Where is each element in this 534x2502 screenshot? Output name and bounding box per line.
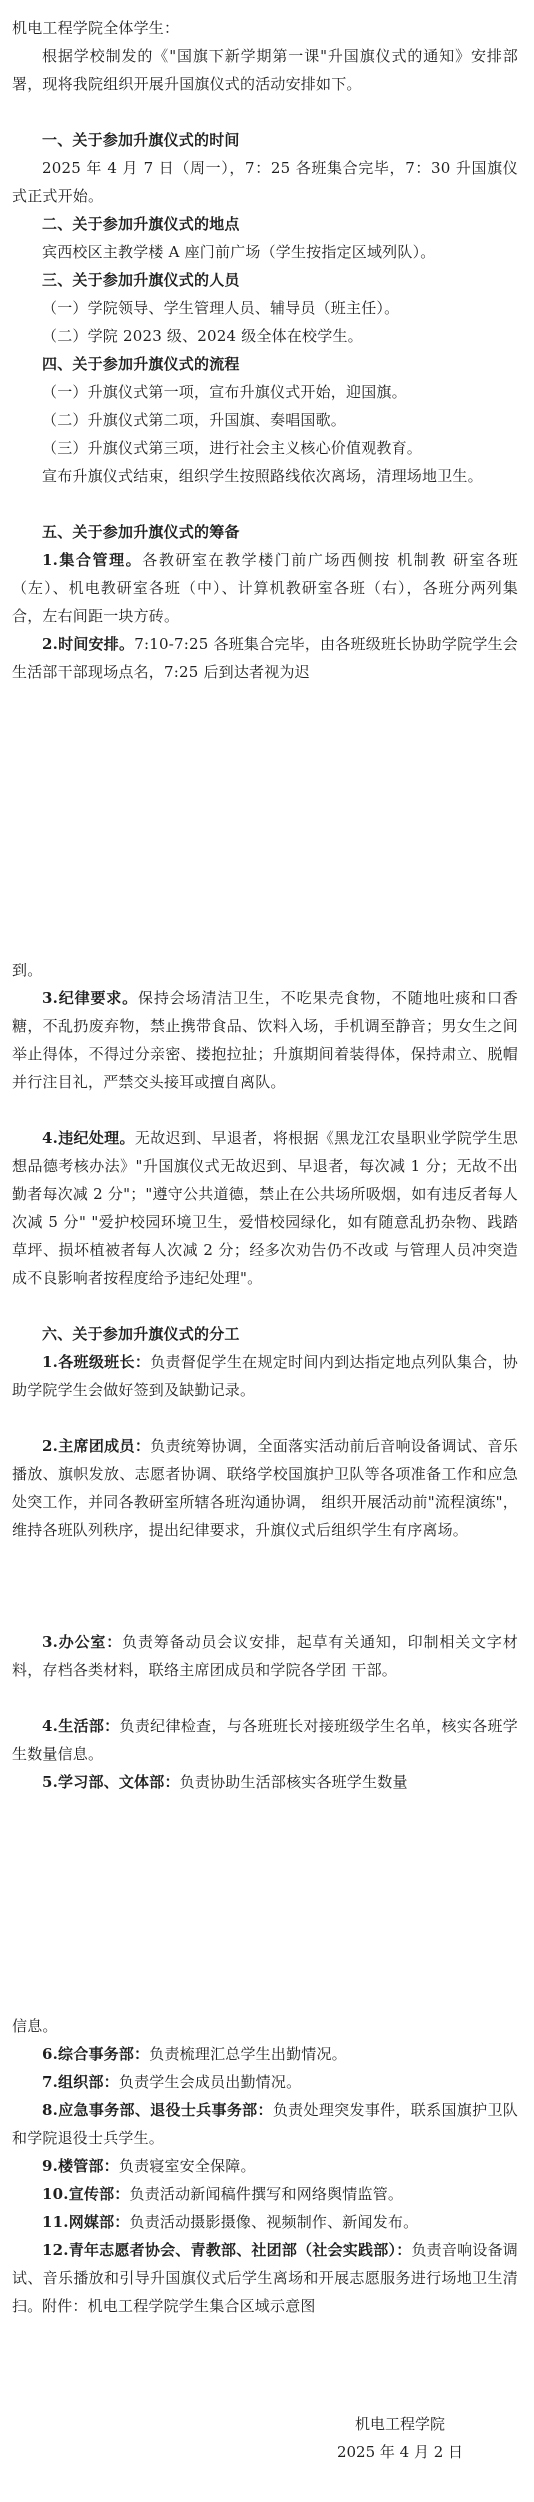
section-6-paragraph-9: [12, 2152, 518, 2180]
paragraph-text: 负责处理突发事件，联系国旗护卫队和学院退役士兵学生。: [12, 2101, 518, 2147]
paragraph-label: 2.主席团成员：: [42, 1437, 151, 1455]
section-6-paragraph-2: [12, 1432, 518, 1544]
section-6-title: 六、关于参加升旗仪式的分工: [42, 1325, 240, 1343]
section-6-paragraph-11: [12, 2208, 518, 2236]
section-2-text: 宾西校区主教学楼 A 座门前广场（学生按指定区域列队）。: [42, 243, 436, 261]
paragraph-text: 负责纪律检查，与各班班长对接班级学生名单，核实各班学生数量信息。: [12, 1717, 518, 1763]
section-3-title: 三、关于参加升旗仪式的人员: [42, 271, 240, 289]
section-6-paragraph-5: [12, 1768, 518, 1796]
section-5-paragraph-4: [12, 1124, 518, 1292]
intro-paragraph: 根据学校制发的《"国旗下新学期第一课"升国旗仪式的通知》安排部署，现将我院组织开展升国旗仪式的活动安排如下。: [12, 47, 518, 93]
section-5-paragraph-2-continued: 到。: [12, 961, 43, 979]
section-6-paragraph-1: [12, 1348, 518, 1404]
section-6-paragraph-6: [12, 2040, 518, 2068]
paragraph-text: 7:10-7:25 各班集合完毕，由各班级班长协助学院学生会生活部干部现场点名，7:25 后到达者视为迟: [12, 635, 518, 681]
paragraph-label: 3.办公室：: [42, 1633, 123, 1651]
section-3-item-1: （一）学院领导、学生管理人员、辅导员（班主任）。: [42, 299, 400, 317]
section-6-paragraph-8: [12, 2096, 518, 2152]
paragraph-text: 负责活动新闻稿件撰写和网络舆情监管。: [129, 2185, 404, 2203]
paragraph-label: 12.青年志愿者协会、青教部、社团部（社会实践部）：: [42, 2241, 412, 2259]
section-4-text: 宣布升旗仪式结束，组织学生按照路线依次离场，清理场地卫生。: [42, 467, 483, 485]
section-6-paragraph-4: [12, 1712, 518, 1768]
paragraph-text: 负责梳理汇总学生出勤情况。: [149, 2045, 347, 2063]
attachment-line: 附件：机电工程学院学生集合区域示意图: [42, 2297, 316, 2315]
section-6-paragraph-5-continued: 信息。: [12, 2017, 58, 2035]
paragraph-label: 9.楼管部：: [42, 2157, 119, 2175]
section-1-title: 一、关于参加升旗仪式的时间: [42, 131, 240, 149]
paragraph-text: 负责统筹协调，全面落实活动前后音响设备调试、音乐播放、旗帜发放、志愿者协调、联络学校国旗护卫队等各项准备工作和应急处突工作，并同各教研室所辖各班沟通协调， 组织开展活动前"流程演练"，维持各班队列秩序，提出纪律要求，升旗仪式后组织学生有序离场。: [12, 1437, 518, 1539]
paragraph-text: 负责协助生活部核实各班学生数量: [179, 1773, 408, 1791]
signer: 机电工程学院: [354, 2415, 445, 2433]
paragraph-label: 6.综合事务部：: [42, 2045, 150, 2063]
paragraph-label: 1.集合管理。: [42, 551, 143, 569]
paragraph-label: 3.纪律要求。: [42, 989, 139, 1007]
paragraph-label: 1.各班级班长：: [42, 1353, 151, 1371]
paragraph-text: 负责学生会成员出勤情况。: [118, 2073, 302, 2091]
section-5-title: 五、关于参加升旗仪式的筹备: [42, 523, 240, 541]
paragraph-text: 无故迟到、早退者，将根据《黑龙江农垦职业学院学生思想品德考核办法》"升国旗仪式无故迟到、早退者，每次减 1 分；无故不出勤者每次减 2 分"；"遵守公共道德，禁止在公共场所吸烟，如有违反者每人次减 5 分" "爱护校园环境卫生，爱惜校园绿化，如有随意乱扔杂物、践踏草坪、损坏植被者每人次减 2 分；经多次劝告仍不改或 与管理人员冲突造成不良影响者按程度给予违纪处理"。: [12, 1129, 518, 1287]
paragraph-label: 4.违纪处理。: [42, 1129, 135, 1147]
paragraph-label: 2.时间安排。: [42, 635, 135, 653]
section-5-paragraph-2: [12, 630, 518, 686]
salutation: 机电工程学院全体学生：: [12, 19, 180, 37]
paragraph-text: 负责音响设备调试、音乐播放和引导升国旗仪式后学生离场和开展志愿服务进行场地卫生清扫。: [12, 2241, 518, 2315]
section-6-paragraph-3: [12, 1628, 518, 1684]
section-1-text: 2025 年 4 月 7 日（周一），7：25 各班集合完毕，7：30 升国旗仪式正式开始。: [12, 159, 518, 205]
section-4-item-2: （二）升旗仪式第二项，升国旗、奏唱国歌。: [42, 411, 347, 429]
date: 2025 年 4 月 2 日: [336, 2443, 464, 2461]
section-3-item-2: （二）学院 2023 级、2024 级全体在校学生。: [42, 327, 363, 345]
section-4-title: 四、关于参加升旗仪式的流程: [42, 355, 240, 373]
paragraph-label: 4.生活部：: [42, 1717, 120, 1735]
section-2-title: 二、关于参加升旗仪式的地点: [42, 215, 240, 233]
section-6-paragraph-7: [12, 2068, 518, 2096]
paragraph-label: 7.组织部：: [42, 2073, 119, 2091]
paragraph-text: 负责筹备动员会议安排，起草有关通知，印制相关文字材料，存档各类材料，联络主席团成员和学院各学团 干部。: [12, 1633, 518, 1679]
section-6-paragraph-10: [12, 2180, 518, 2208]
paragraph-text: 各教研室在教学楼门前广场西侧按 机制教 研室各班（左）、机电教研室各班（中）、计算机教研室各班（右），各班分两列集合，左右间距一块方砖。: [12, 551, 519, 625]
paragraph-text: 负责寝室安全保障。: [118, 2157, 256, 2175]
section-4-item-1: （一）升旗仪式第一项，宣布升旗仪式开始，迎国旗。: [42, 383, 407, 401]
section-5-paragraph-3: [12, 984, 518, 1096]
section-5-paragraph-1: [12, 546, 518, 630]
paragraph-text: 负责督促学生在规定时间内到达指定地点列队集合，协助学院学生会做好签到及缺勤记录。: [12, 1353, 518, 1399]
paragraph-label: 8.应急事务部、退役士兵事务部：: [42, 2101, 273, 2119]
section-4-item-3: （三）升旗仪式第三项，进行社会主义核心价值观教育。: [42, 439, 423, 457]
paragraph-text: 保持会场清洁卫生，不吃果壳食物，不随地吐痰和口香糖，不乱扔废弃物，禁止携带食品、饮料入场，手机调至静音；男女生之间举止得体，不得过分亲密、搂抱拉扯；升旗期间着装得体，保持肃立、脱帽并行注目礼，严禁交头接耳或擅自离队。: [12, 989, 519, 1091]
paragraph-label: 5.学习部、文体部：: [42, 1773, 180, 1791]
paragraph-text: 负责活动摄影摄像、视频制作、新闻发布。: [129, 2213, 419, 2231]
paragraph-label: 11.网媒部：: [42, 2213, 130, 2231]
paragraph-label: 10.宣传部：: [42, 2185, 130, 2203]
